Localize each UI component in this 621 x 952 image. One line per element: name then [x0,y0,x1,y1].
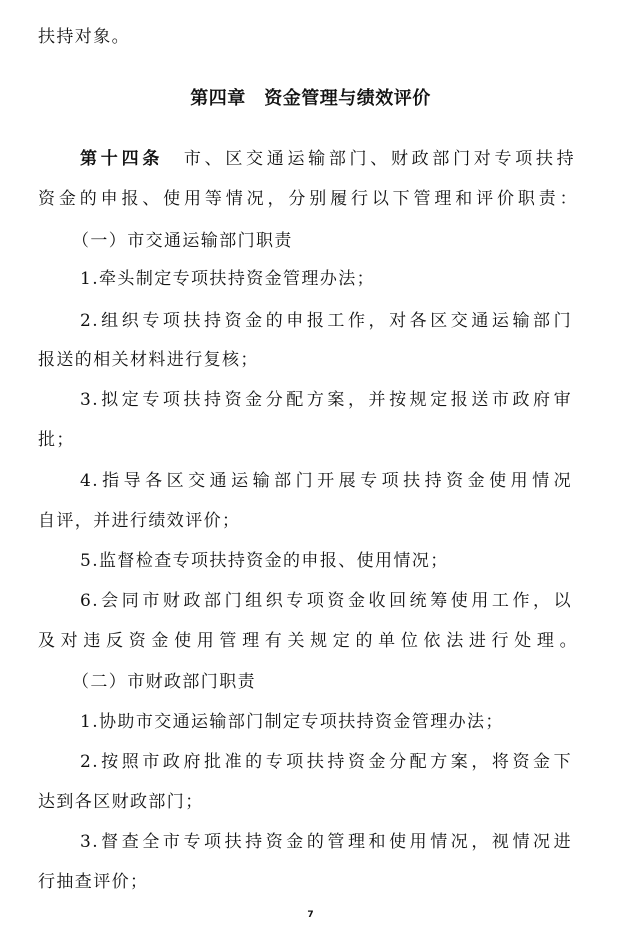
list-item: 1.协助市交通运输部门制定专项扶持资金管理办法； [80,712,504,732]
chapter-heading: 第四章 资金管理与绩效评价 [190,88,431,109]
list-item-continuation: 行抽查评价； [38,872,149,892]
page-number: 7 [307,910,314,920]
list-item: 3.拟定专项扶持资金分配方案，并按规定报送市政府审 [80,390,572,410]
list-item: 2.按照市政府批准的专项扶持资金分配方案，将资金下 [80,752,572,772]
list-item: 1.牵头制定专项扶持资金管理办法； [80,269,376,289]
article-14-first-line [80,148,575,170]
list-item: 3.督查全市专项扶持资金的管理和使用情况，视情况进 [80,832,572,852]
section-heading: （二）市财政部门职责 [72,672,256,692]
article-text: 市、区交通运输部门、财政部门对专项扶持 [163,149,576,169]
list-item: 4.指导各区交通运输部门开展专项扶持资金使用情况 [80,471,572,491]
list-item: 5.监督检查专项扶持资金的申报、使用情况； [80,551,449,571]
section-heading: （一）市交通运输部门职责 [72,231,293,251]
list-item-continuation: 批； [38,430,75,450]
list-item-continuation: 报送的相关材料进行复核； [38,350,259,370]
list-item: 2.组织专项扶持资金的申报工作，对各区交通运输部门 [80,311,572,331]
text-line: 扶持对象。 [38,27,130,47]
list-item: 6.会同市财政部门组织专项资金收回统筹使用工作，以 [80,591,572,611]
article-number: 第十四条 [80,149,164,169]
list-item-continuation: 达到各区财政部门； [38,792,204,812]
list-item-continuation: 自评，并进行绩效评价； [38,511,241,531]
list-item-continuation: 及对违反资金使用管理有关规定的单位依法进行处理。 [38,631,578,651]
text-line: 资金的申报、使用等情况，分别履行以下管理和评价职责： [38,189,578,209]
